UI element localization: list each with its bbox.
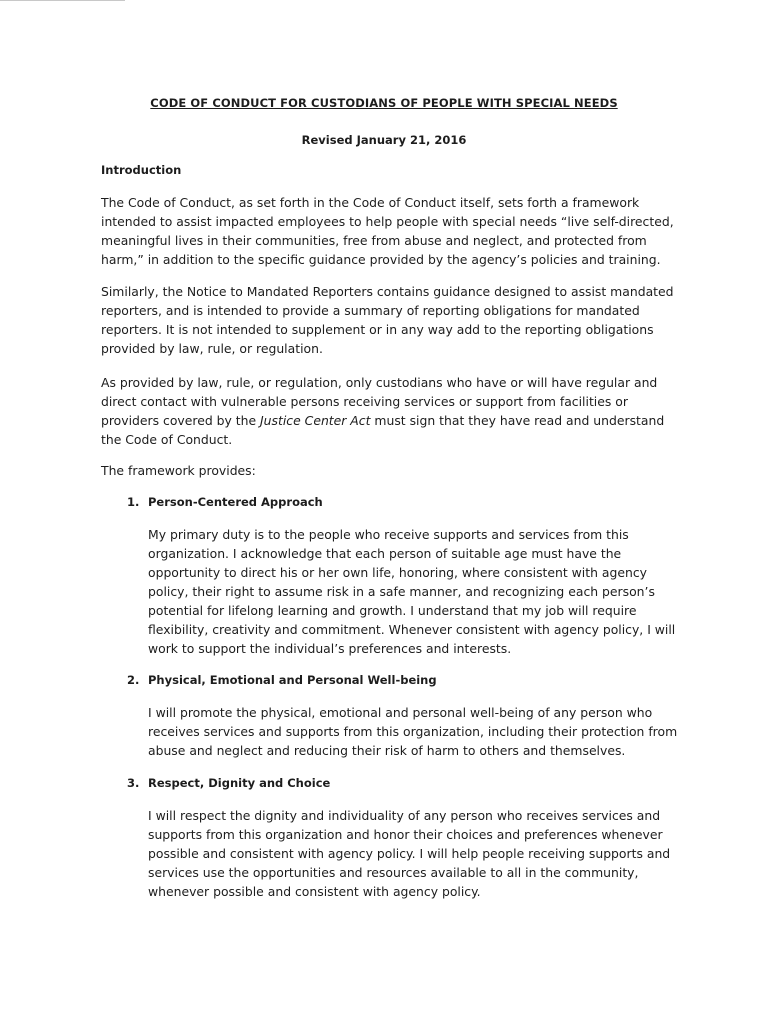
paragraph-text: Similarly, the Notice to Mandated Reporters contains guidance designed to assist mandated reporters, and is intended to provide a summary of reporting obligations for mandated reporters. It is not intended to supplement or in any way add to the reporting obligations provided by law, rule, or regulation. (101, 284, 674, 356)
item-2-heading (127, 673, 437, 687)
item-3-heading (127, 776, 330, 790)
paragraph-text: As provided by law, rule, or regulation, only custodians who have or will have regular and direct contact with vulnerable persons receiving services or support from facilities or providers covered by the (101, 375, 658, 428)
paragraph-text: The framework provides: (101, 463, 256, 478)
item-3-body: I will respect the dignity and individuality of any person who receives services and supports from this organization and honor their choices and preferences whenever possible and consistent with agency policy. I will help people receiving supports and services use the opportunities and resources available to all in the community, whenever possible and consistent with agency policy. (148, 808, 671, 899)
item-number: 1. (127, 495, 140, 509)
item-heading-text: Respect, Dignity and Choice (148, 776, 331, 790)
paragraph-text-continued: must sign that they have read and understand the Code of Conduct. (101, 413, 665, 447)
intro-paragraph-2 (101, 282, 681, 358)
paragraph-text: The Code of Conduct, as set forth in the Code of Conduct itself, sets forth a framework intended to assist impacted employees to help people with special needs “live self-directed, meaningful lives in their communities, free from abuse and neglect, and protected from harm,” in addition to the specific guidance provided by the agency’s policies and training. (101, 195, 674, 267)
item-number: 2. (127, 673, 140, 687)
item-2-body: I will promote the physical, emotional and personal well-being of any person who receives services and supports from this organization, including their protection from abuse and neglect and reducing their risk of harm to others and themselves. (148, 705, 678, 758)
framework-intro-line (101, 461, 681, 480)
item-1-heading (127, 495, 323, 509)
item-1-body: My primary duty is to the people who receive supports and services from this organization. I acknowledge that each person of suitable age must have the opportunity to direct his or her own life, honoring, where consistent with agency policy, their right to assume risk in a safe manner, and recognizing each person’s potential for lifelong learning and growth. I understand that my job will require flexibility, creativity and commitment. Whenever consistent with agency policy, I will work to support the individual’s preferences and interests. (148, 527, 676, 656)
act-name-italic: Justice Center Act (260, 413, 371, 428)
introduction-heading: Introduction (101, 163, 182, 177)
item-heading-text: Physical, Emotional and Personal Well-being (148, 673, 437, 687)
item-heading-text: Person-Centered Approach (148, 495, 323, 509)
intro-paragraph-1 (101, 193, 681, 269)
document-title: CODE OF CONDUCT FOR CUSTODIANS OF PEOPLE WITH SPECIAL NEEDS (150, 96, 618, 110)
revision-date: Revised January 21, 2016 (301, 133, 467, 147)
intro-paragraph-3 (101, 373, 681, 449)
item-number: 3. (127, 776, 140, 790)
